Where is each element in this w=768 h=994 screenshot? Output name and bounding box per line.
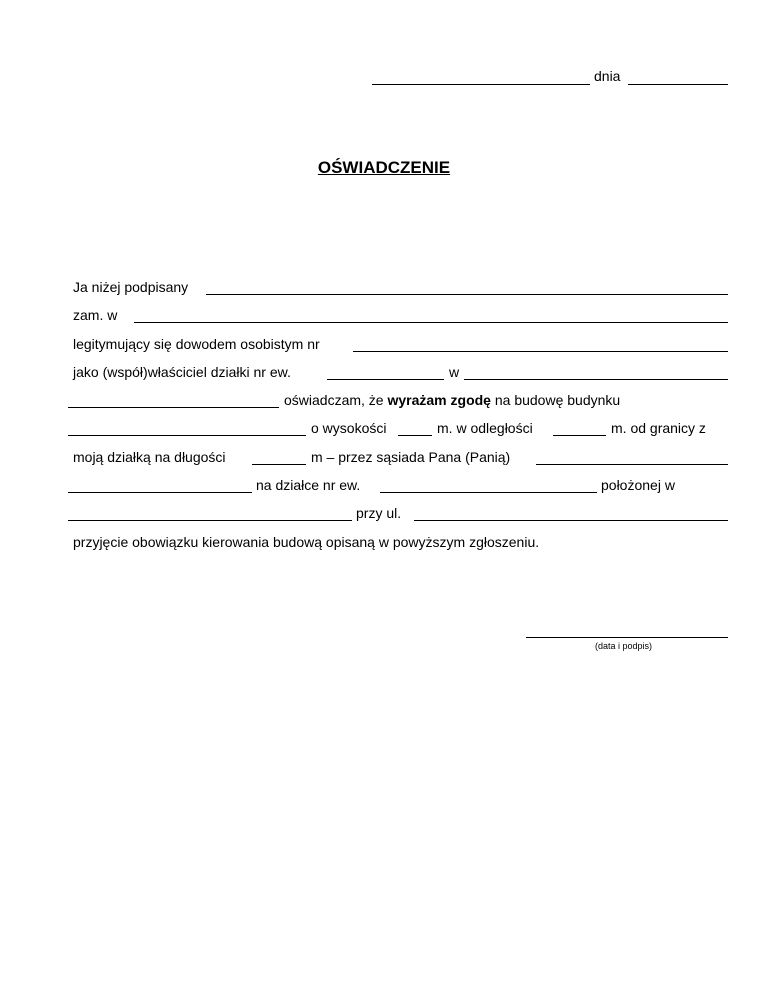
- page-title: OŚWIADCZENIE: [317, 158, 451, 177]
- plot-location-field[interactable]: [464, 379, 728, 380]
- signature-caption: (data i podpis): [595, 641, 653, 651]
- plot-number-field[interactable]: [327, 379, 444, 380]
- plot-owner-label: jako (współ)właściciel działki nr ew.: [73, 364, 291, 380]
- name-field[interactable]: [206, 294, 728, 295]
- length-label: moją działką na długości: [73, 449, 226, 465]
- signature-line[interactable]: [526, 637, 728, 638]
- neighbor-name-field[interactable]: [68, 492, 252, 493]
- building-field[interactable]: [68, 435, 306, 436]
- id-card-field[interactable]: [353, 351, 728, 352]
- street-field[interactable]: [414, 520, 728, 521]
- consent-statement: [284, 392, 620, 408]
- street-label: przy ul.: [356, 505, 402, 521]
- distance-label: m. w odległości: [437, 420, 533, 436]
- boundary-label: m. od granicy z: [611, 420, 706, 436]
- consent-bold: wyrażam zgodę: [387, 392, 491, 408]
- date-label: dnia: [594, 68, 621, 84]
- plot-location-label: w: [449, 364, 460, 380]
- neighbor-label: m – przez sąsiada Pana (Panią): [311, 449, 511, 465]
- town-field[interactable]: [68, 520, 352, 521]
- neighbor-plot-field[interactable]: [380, 492, 597, 493]
- length-field[interactable]: [252, 464, 306, 465]
- obligation-statement: przyjęcie obowiązku kierowania budową opisaną w powyższym zgłoszeniu.: [73, 534, 540, 550]
- neighbor-field[interactable]: [536, 464, 728, 465]
- consent-text-b: na budowę budynku: [494, 392, 621, 408]
- name-label: Ja niżej podpisany: [73, 279, 189, 295]
- date-line[interactable]: [628, 84, 728, 85]
- consent-text-a: oświadczam, że: [284, 392, 384, 408]
- neighbor-plot-label: na działce nr ew.: [256, 477, 361, 493]
- consent-subject-field[interactable]: [68, 407, 279, 408]
- distance-field[interactable]: [553, 435, 606, 436]
- located-label: położonej w: [601, 477, 675, 493]
- address-label: zam. w: [73, 307, 118, 323]
- place-line[interactable]: [372, 84, 590, 85]
- id-card-label: legitymujący się dowodem osobistym nr: [73, 336, 320, 352]
- height-field[interactable]: [398, 435, 432, 436]
- height-label: o wysokości: [311, 420, 387, 436]
- address-field[interactable]: [134, 322, 728, 323]
